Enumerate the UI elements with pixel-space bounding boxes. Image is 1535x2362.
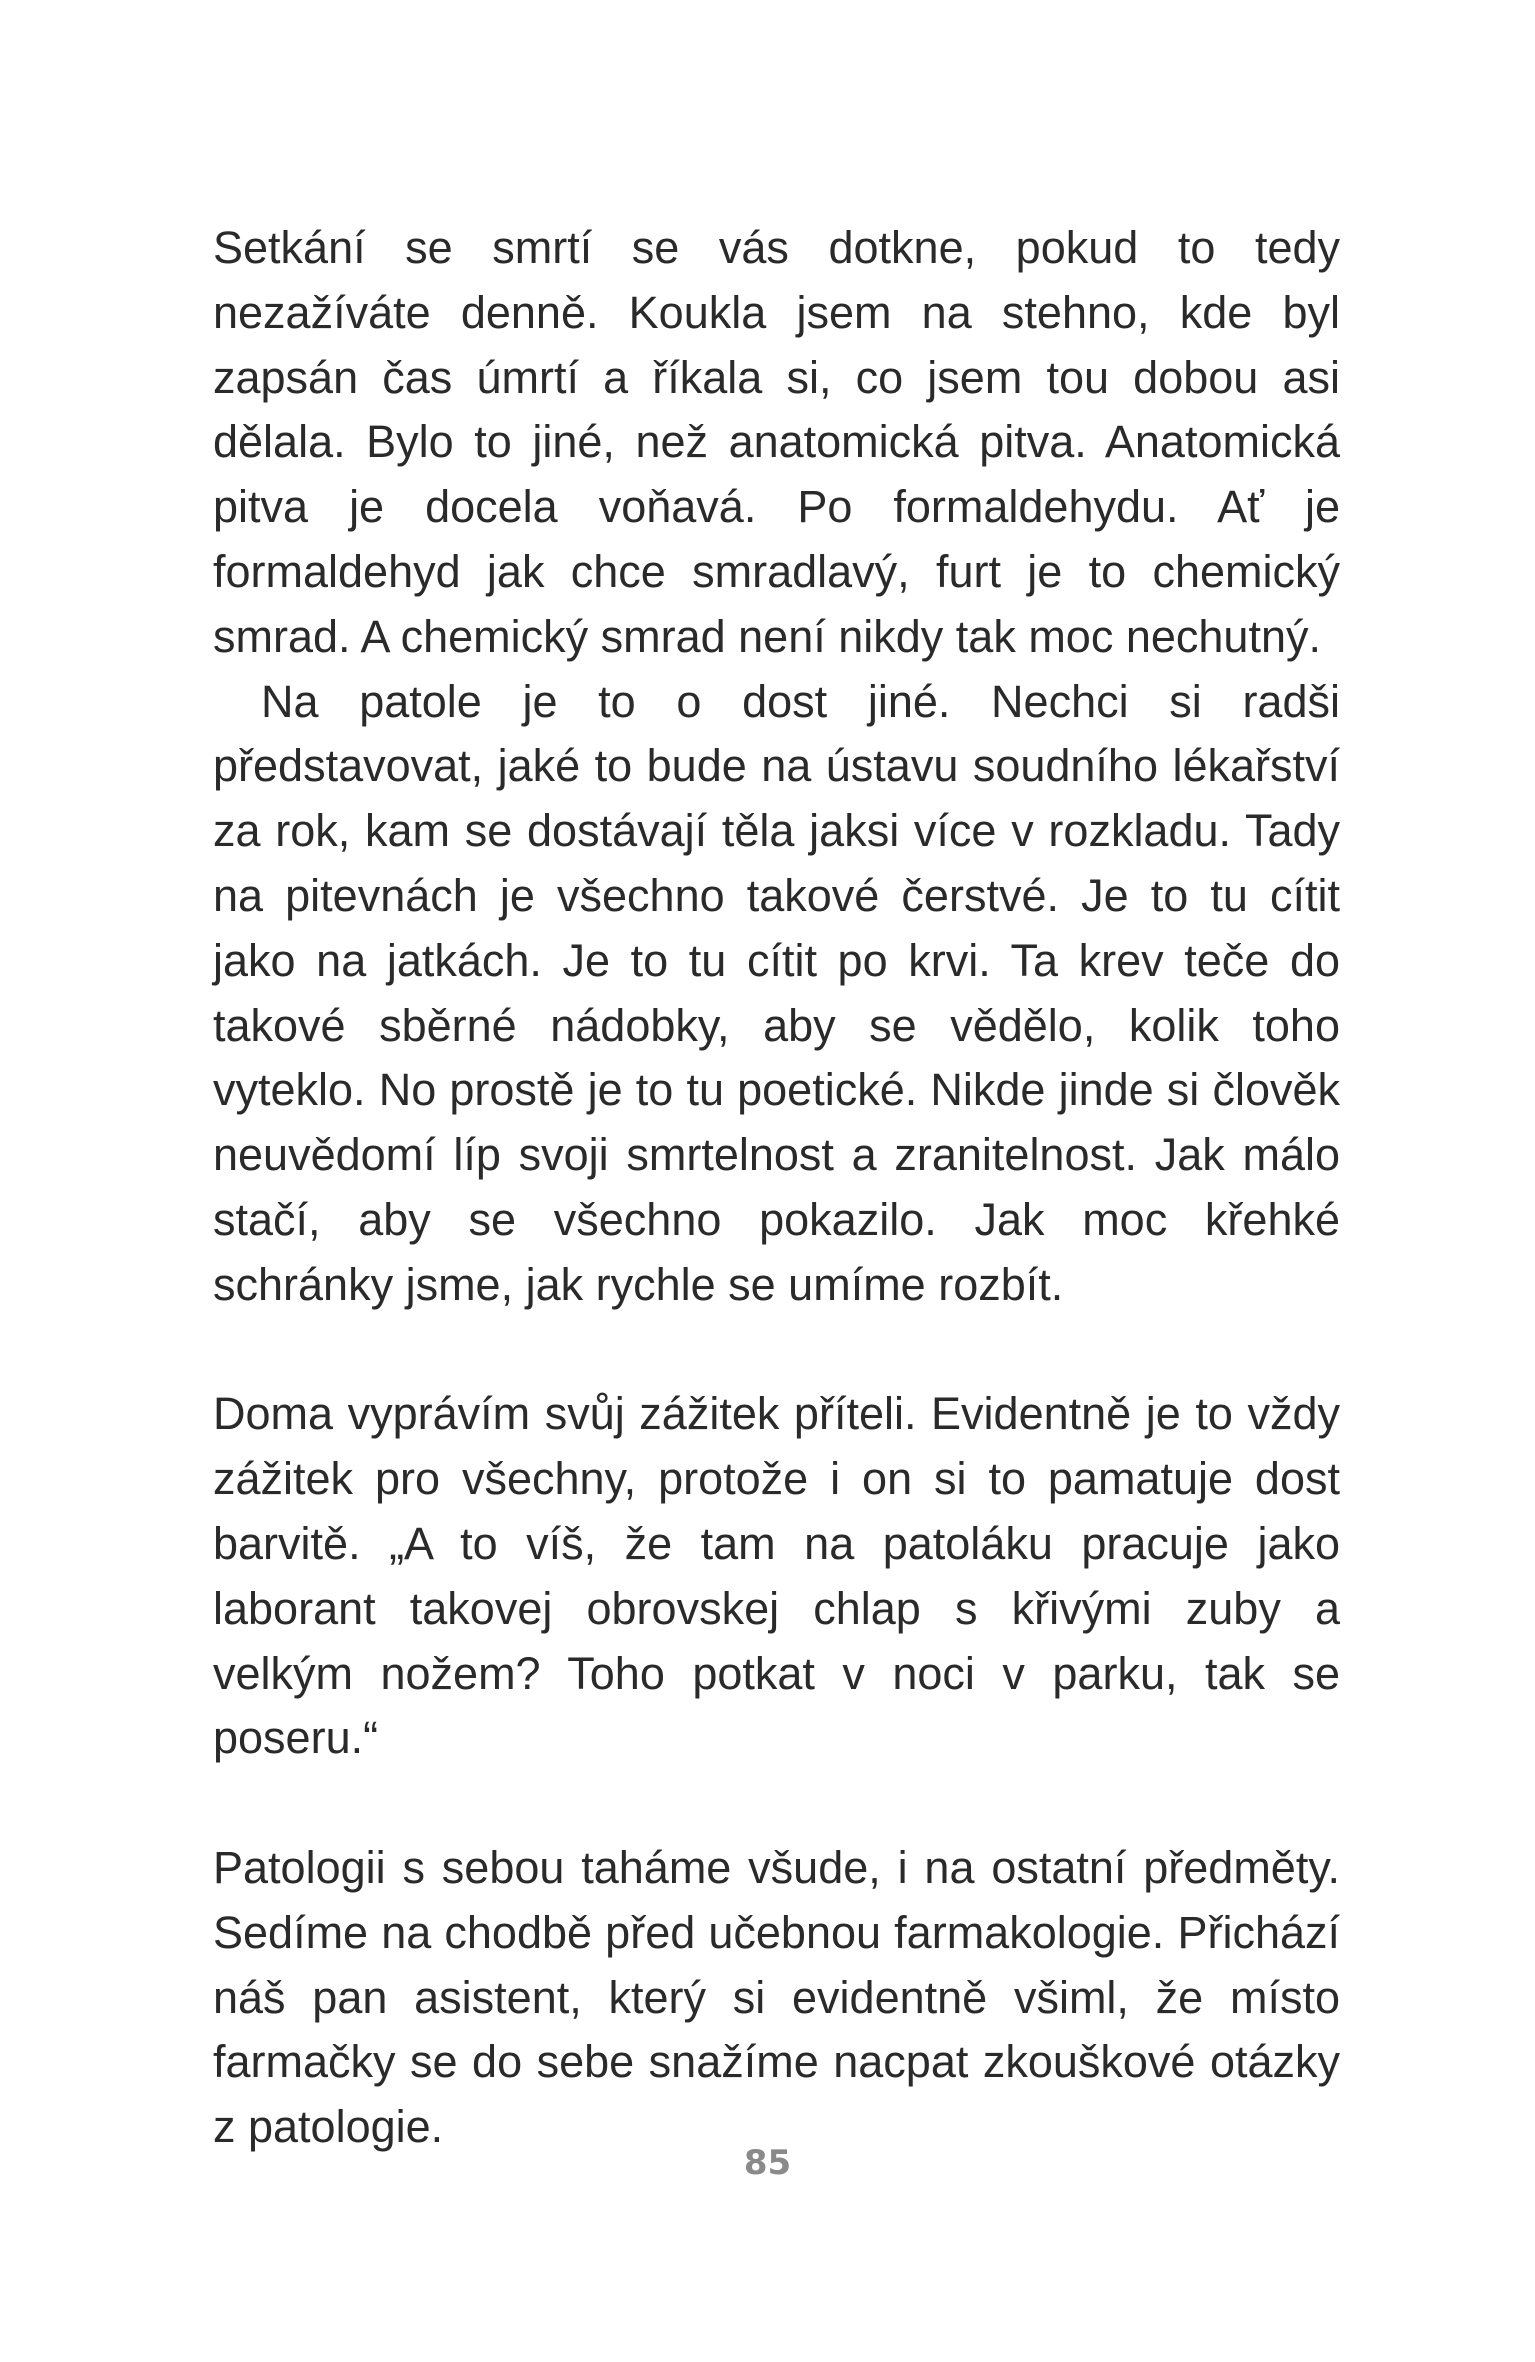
body-text [213, 216, 1340, 2160]
paragraph-4: Patologii s sebou taháme všude, i na ostatní předměty. Sedíme na chodbě před učebnou farmakologie. Přichází náš pan asistent, který si evidentně všiml, že místo farmačky se do sebe snažíme nacpat zkouškové otázky z patologie. [213, 1841, 1340, 2153]
paragraph-3: Doma vyprávím svůj zážitek příteli. Evidentně je to vždy zážitek pro všechny, protože i on si to pamatuje dost barvitě. „A to víš, že tam na patoláku pracuje jako laborant takovej obrovskej chlap s křivými zuby a velkým nožem? Toho potkat v noci v parku, tak se poseru.“ [213, 1388, 1340, 1764]
page-number: 85 [743, 2143, 792, 2183]
paragraph-2: Na patole je to o dost jiné. Nechci si radši představovat, jaké to bude na ústavu soudního lékařství za rok, kam se dostávají těla jaksi více v rozkladu. Tady na pitevnách je všechno takové čerstvé. Je to tu cítit jako na jatkách. Je to tu cítit po krvi. Ta krev teče do takové sběrné nádobky, aby se vědělo, kolik toho vyteklo. No prostě je to tu poetické. Nikde jinde si člověk neuvědomí líp svoji smrtelnost a zranitelnost. Jak málo stačí, aby se všechno pokazilo. Jak moc křehké schránky jsme, jak rychle se umíme rozbít. [213, 675, 1340, 1310]
paragraph-1: Setkání se smrtí se vás dotkne, pokud to tedy nezažíváte denně. Koukla jsem na stehno, kde byl zapsán čas úmrtí a říkala si, co jsem tou dobou asi dělala. Bylo to jiné, než anatomická pitva. Anatomická pitva je docela voňavá. Po formaldehydu. Ať je formaldehyd jak chce smradlavý, furt je to chemický smrad. A chemický smrad není nikdy tak moc nechutný. [213, 222, 1340, 662]
